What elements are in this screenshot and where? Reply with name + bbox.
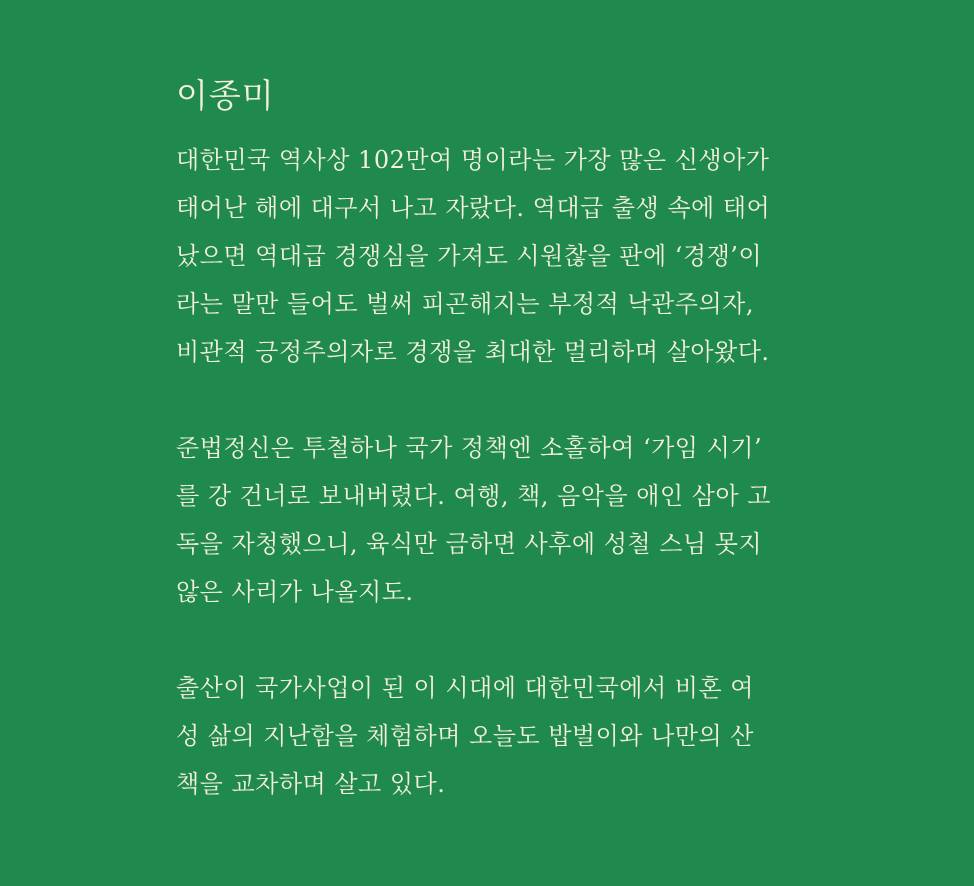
bio-paragraph-2	[176, 424, 806, 616]
bio-paragraph-1	[176, 136, 806, 376]
bio-line: 라는 말만 들어도 벌써 피곤해지는 부정적 낙관주의자,	[176, 290, 754, 318]
author-biography	[176, 136, 806, 856]
author-name: 이종미	[176, 76, 275, 115]
bio-line: 비관적 긍정주의자로 경쟁을 최대한 멀리하며 살아왔다.	[176, 338, 770, 366]
bio-line: 났으면 역대급 경쟁심을 가져도 시원찮을 판에 ‘경쟁’이	[176, 242, 763, 270]
bio-line: 않은 사리가 나올지도.	[176, 578, 414, 606]
bio-line: 출산이 국가사업이 된 이 시대에 대한민국에서 비혼 여	[176, 674, 754, 702]
bio-paragraph-3	[176, 664, 806, 808]
bio-line: 독을 자청했으니, 육식만 금하면 사후에 성철 스님 못지	[176, 530, 763, 558]
bio-line: 책을 교차하며 살고 있다.	[176, 770, 446, 798]
bio-line: 태어난 해에 대구서 나고 자랐다. 역대급 출생 속에 태어	[176, 194, 771, 222]
bio-line: 대한민국 역사상 102만여 명이라는 가장 많은 신생아가	[176, 146, 770, 174]
bio-line: 준법정신은 투철하나 국가 정책엔 소홀하여 ‘가임 시기’	[176, 434, 763, 462]
bio-line: 성 삶의 지난함을 체험하며 오늘도 밥벌이와 나만의 산	[176, 722, 754, 750]
bio-line: 를 강 건너로 보내버렸다. 여행, 책, 음악을 애인 삼아 고	[176, 482, 771, 510]
